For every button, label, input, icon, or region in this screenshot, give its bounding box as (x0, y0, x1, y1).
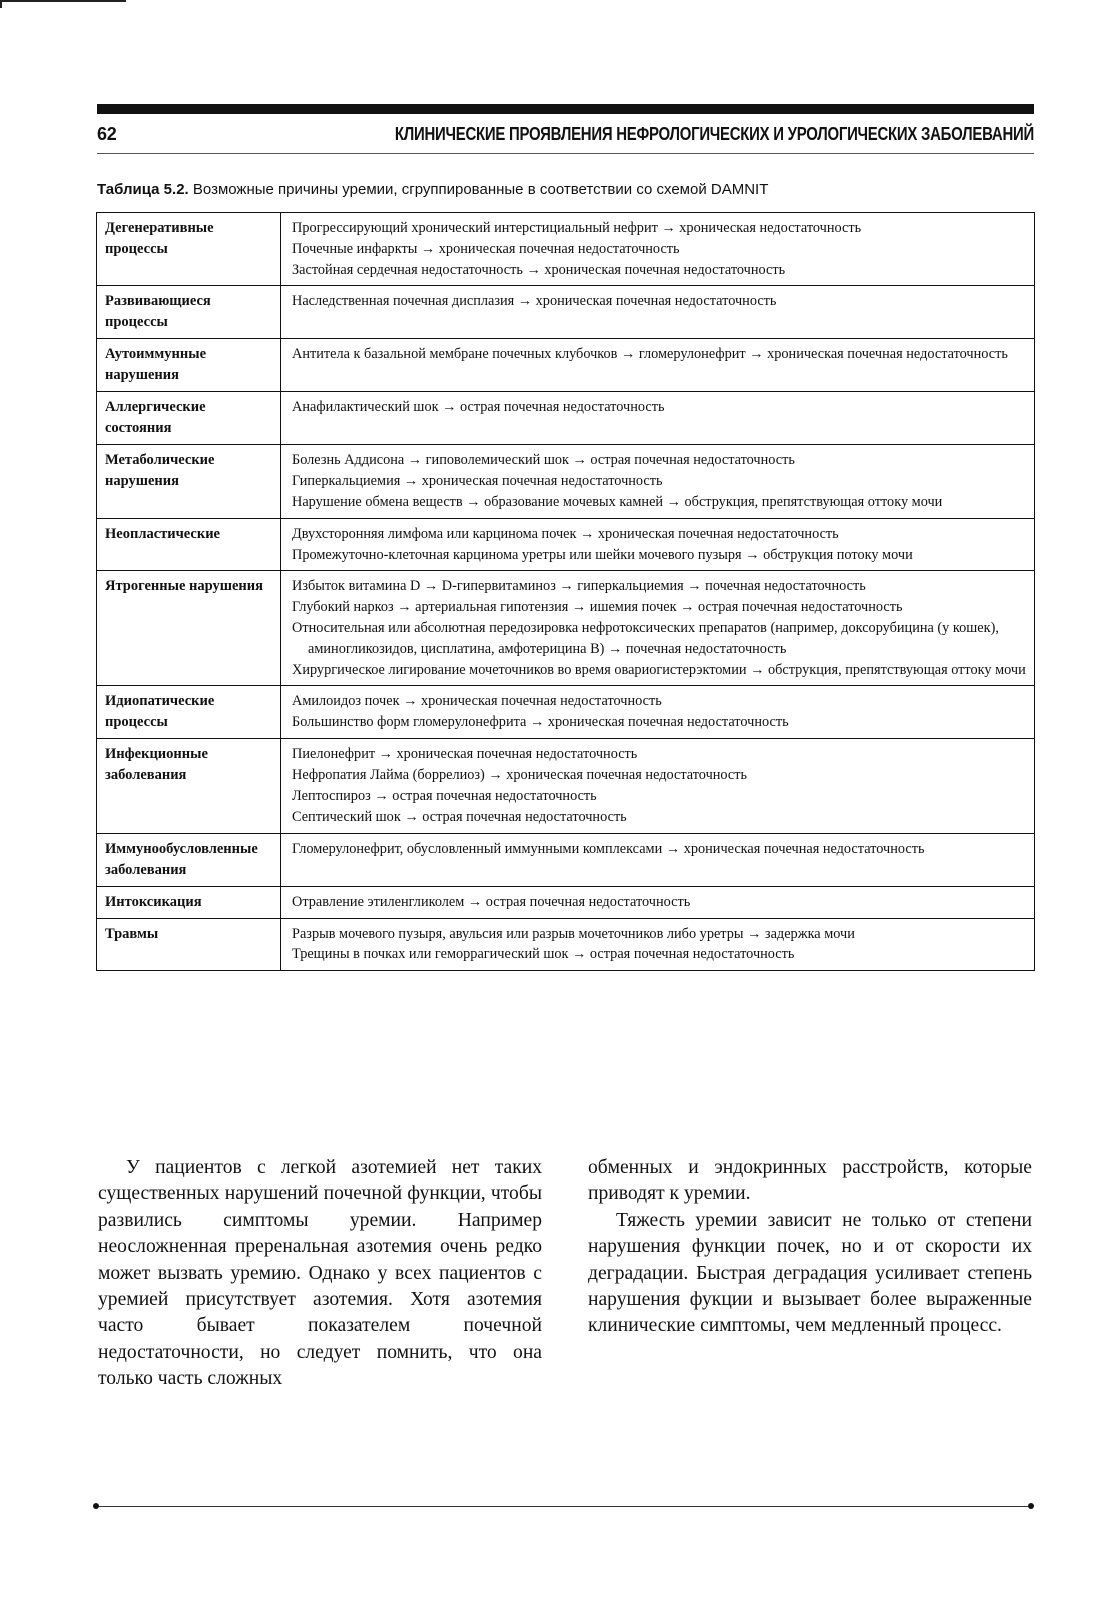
table-row (97, 392, 1035, 445)
table-row (97, 739, 1035, 833)
table-row (97, 571, 1035, 686)
causes-cell (281, 445, 1035, 518)
cause-line: Отравление этиленгликолем → острая почечная недостаточность (292, 893, 691, 910)
cause-line: Прогрессирующий хронический интерстициальный нефрит → хроническая недостаточность (292, 220, 862, 236)
cause-line: Лептоспироз → острая почечная недостаточность (292, 787, 597, 804)
causes-cell (281, 833, 1035, 886)
category-cell: Инфекционные заболевания (97, 739, 281, 833)
page-number: 62 (97, 124, 117, 144)
category-cell: Развивающиеся процессы (97, 286, 281, 339)
category-cell: Аутоиммунные нарушения (97, 339, 281, 392)
cause-line: Глубокий наркоз → артериальная гипотензия → ишемия почек → острая почечная недостаточность (292, 599, 903, 616)
causes-cell (281, 918, 1035, 971)
damnit-table (96, 212, 1035, 971)
category-cell: Ятрогенные нарушения (97, 571, 281, 686)
body-column-right (588, 1155, 1032, 1340)
table-row (97, 833, 1035, 886)
table-row (97, 339, 1035, 392)
cause-line: Трещины в почках или геморрагический шок → острая почечная недостаточность (292, 946, 795, 963)
causes-cell (281, 571, 1035, 686)
category-cell: Метаболические нарушения (97, 445, 281, 518)
cause-line: Двухсторонняя лимфома или карцинома почек → хроническая почечная недостаточность (292, 525, 839, 542)
table-row (97, 445, 1035, 518)
cause-line: Застойная сердечная недостаточность → хроническая почечная недостаточность (292, 261, 786, 278)
causes-cell (281, 392, 1035, 445)
rule-dot-right (1028, 1503, 1034, 1509)
cause-line: Гломерулонефрит, обусловленный иммунными комплексами → хроническая почечная недостаточность (292, 840, 925, 857)
body-paragraph: У пациентов с легкой азотемией нет таких существенных нарушений почечной функции, чтобы развились симптомы уремии. Например неосложненная преренальная азотемия очень редко может вызвать уремию. Однако у всех пациентов с уремией присутствует азотемия. Хотя азотемия часто бывает показателем почечной недостаточности, но следует помнить, что она только часть сложных (98, 1157, 542, 1390)
table-row (97, 518, 1035, 571)
rule-dot-left (93, 1503, 99, 1509)
cause-line: Пиелонефрит → хроническая почечная недостаточность (292, 746, 638, 763)
cause-line: Амилоидоз почек → хроническая почечная недостаточность (292, 693, 662, 710)
cause-line: Почечные инфаркты → хроническая почечная недостаточность (292, 240, 680, 257)
category-cell: Интоксикация (97, 886, 281, 918)
cause-line: Избыток витамина D → D-гипервитаминоз → гиперкальциемия → почечная недостаточность (292, 578, 866, 595)
causes-cell (281, 286, 1035, 339)
causes-cell (281, 686, 1035, 739)
category-cell: Дегенеративные процессы (97, 213, 281, 286)
cause-line: Относительная или абсолютная передозировка нефротоксических препаратов (например, доксорубицина (у кошек), аминогликозидов, цисплатина, амфотерицина В) → почечная недостаточность (292, 619, 999, 657)
table-caption (97, 181, 1034, 198)
cause-line: Анафилактический шок → острая почечная недостаточность (292, 399, 665, 416)
bottom-rule (96, 1506, 1031, 1507)
causes-cell (281, 886, 1035, 918)
cause-line: Промежуточно-клеточная карцинома уретры или шейки мочевого пузыря → обструкция потоку мочи (292, 546, 913, 563)
cause-line: Нарушение обмена веществ → образование мочевых камней → обструкция, препятствующая оттоку мочи (292, 493, 943, 510)
category-cell: Идиопатические процессы (97, 686, 281, 739)
running-title: КЛИНИЧЕСКИЕ ПРОЯВЛЕНИЯ НЕФРОЛОГИЧЕСКИХ И УРОЛОГИЧЕСКИХ ЗАБОЛЕВАНИЙ (394, 124, 1034, 144)
table-row (97, 213, 1035, 286)
cause-line: Нефропатия Лайма (боррелиоз) → хроническая почечная недостаточность (292, 767, 748, 784)
category-cell: Иммунообусловленные заболевания (97, 833, 281, 886)
cause-line: Большинство форм гломерулонефрита → хроническая почечная недостаточность (292, 714, 789, 731)
body-paragraph: Тяжесть уремии зависит не только от степени нарушения функции почек, но и от скорости их деградации. Быстрая деградация усиливает степень нарушения фукции и вызывает более выраженные клинические симптомы, чем медленный процесс. (588, 1209, 1032, 1337)
cause-line: Разрыв мочевого пузыря, авульсия или разрыв мочеточников либо уретры → задержка мочи (292, 925, 855, 942)
body-paragraph: обменных и эндокринных расстройств, которые приводят к уремии. (588, 1157, 1032, 1205)
table-caption-text: Возможные причины уремии, сгруппированные в соответствии со схемой DAMNIT (192, 181, 769, 198)
cause-line: Наследственная почечная дисплазия → хроническая почечная недостаточность (292, 293, 777, 310)
top-rule (97, 104, 1034, 114)
causes-cell (281, 213, 1035, 286)
crop-mark (0, 0, 126, 8)
category-cell: Травмы (97, 918, 281, 971)
category-cell: Неопластические (97, 518, 281, 571)
cause-line: Септический шок → острая почечная недостаточность (292, 808, 627, 825)
body-column-left (98, 1155, 542, 1393)
table-row (97, 886, 1035, 918)
table-row (97, 286, 1035, 339)
head-underline (97, 153, 1034, 154)
causes-cell (281, 739, 1035, 833)
running-head (97, 124, 1034, 150)
category-cell: Аллергические состояния (97, 392, 281, 445)
cause-line: Гиперкальциемия → хроническая почечная недостаточность (292, 473, 663, 490)
table-label: Таблица 5.2. (97, 181, 189, 198)
causes-cell (281, 518, 1035, 571)
cause-line: Болезнь Аддисона → гиповолемический шок → острая почечная недостаточность (292, 452, 795, 469)
cause-line: Антитела к базальной мембране почечных клубочков → гломерулонефрит → хроническая почечная недостаточность (292, 346, 1008, 363)
table-row (97, 918, 1035, 971)
cause-line: Хирургическое лигирование мочеточников во время овариогистерэктомии → обструкция, препятствующая оттоку мочи (292, 661, 1026, 678)
table-row (97, 686, 1035, 739)
causes-cell (281, 339, 1035, 392)
